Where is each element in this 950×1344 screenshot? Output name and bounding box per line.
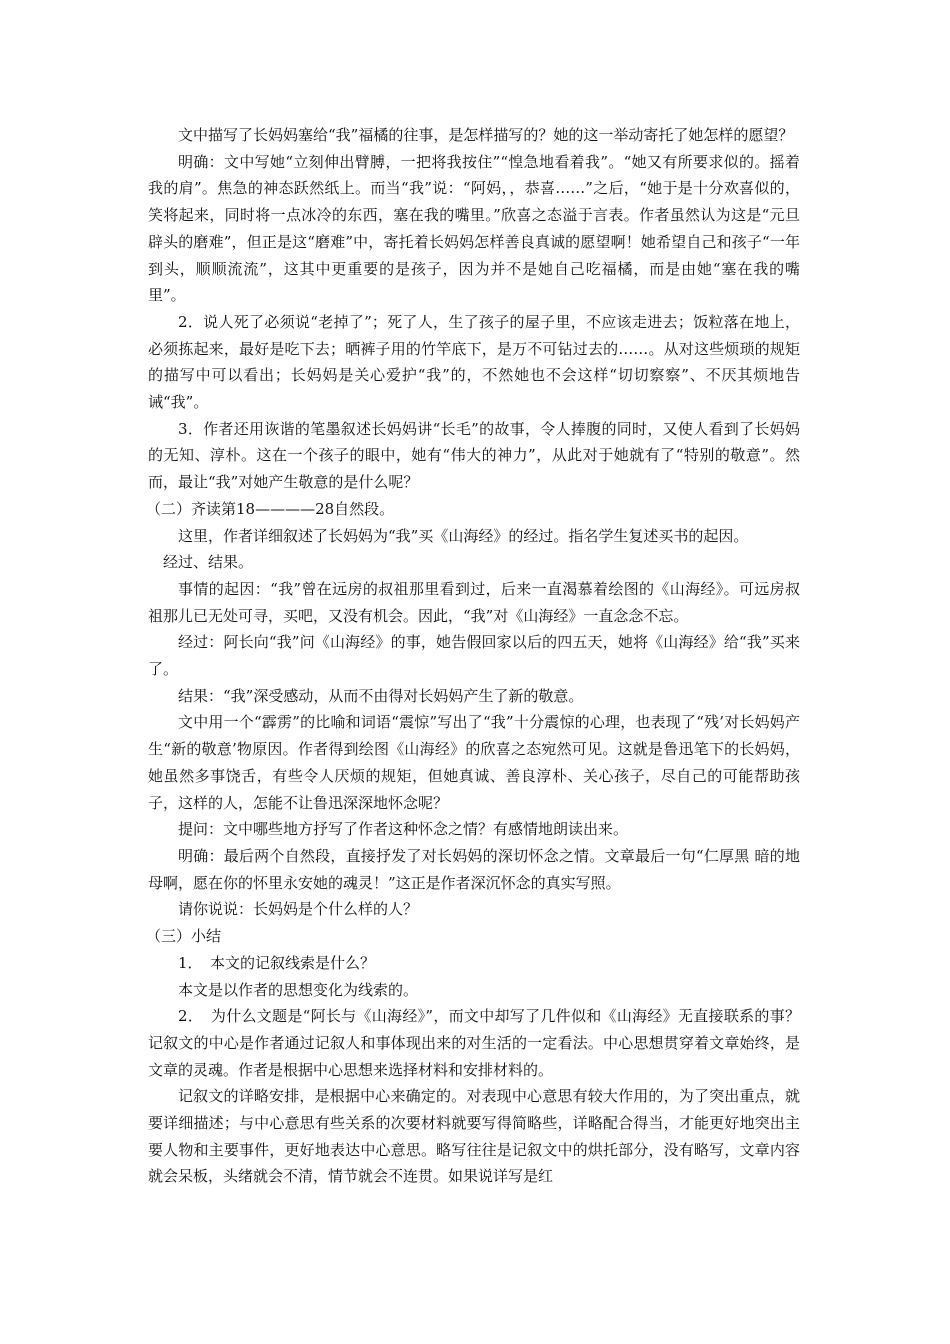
section-heading: （三）小结 <box>146 927 222 946</box>
paragraph: 事情的起因：“我”曾在远房的叔祖那里看到过，后来一直渴慕着绘图的《山海经》。可远房叔祖那儿已无处可寻，买吧，又没有机会。因此，“我”对《山海经》一直念念不忘。 <box>148 579 800 625</box>
paragraph: 提问：文中哪些地方抒写了作者这种怀念之情？有感情地朗读出来。 <box>178 820 629 839</box>
paragraph: 文中用一个“霹雳”的比喻和词语“震惊”写出了“我”十分震惊的心理，也表现了“残’对长妈妈产生“新的敬意’物原因。作者得到绘图《山海经》的欣喜之态宛然可见。这就是鲁迅笔下的长妈妈，她虽然多事饶舌，有些令人厌烦的规矩，但她真诚、善良淳朴、关心孩子，尽自己的可能帮助孩子，这样的人，怎能不让鲁迅深深地怀念呢？ <box>148 713 800 812</box>
paragraph: 3．作者还用诙谐的笔墨叙述长妈妈讲“长毛”的故事，令人捧腹的同时，又使人看到了长妈妈的无知、淳朴。这在一个孩子的眼中，她有“伟大的神力”，从此对于她就有了“特别的敬意”。然而，最让“我”对她产生敬意的是什么呢？ <box>148 419 800 492</box>
paragraph: 记叙文的详略安排，是根据中心来确定的。对表现中心意思有较大作用的，为了突出重点，就要详细描述；与中心意思有些关系的次要材料就要写得简略些，详略配合得当，才能更好地突出主要人物和主要事件，更好地表达中心意思。略写往往是记叙文中的烘托部分，没有略写，文章内容就会呆板，头绪就会不清，情节就会不连贯。如果说详写是红 <box>148 1087 800 1186</box>
paragraph: 经过：阿长向“我”问《山海经》的事，她告假回家以后的四五天，她将《山海经》给“我”买来了。 <box>148 633 800 679</box>
paragraph: 本文是以作者的思想变化为线索的。 <box>178 980 419 999</box>
paragraph: 文中描写了长妈妈塞给“我”福橘的往事，是怎样描写的？她的这一举动寄托了她怎样的愿望？ <box>178 126 794 144</box>
paragraph: 经过、结果。 <box>163 553 254 572</box>
paragraph: 明确：最后两个自然段，直接抒发了对长妈妈的深切怀念之情。文章最后一句“仁厚黑 暗的地母啊，愿在你的怀里永安她的魂灵！”这正是作者深沉怀念的真实写照。 <box>148 846 800 892</box>
document-body <box>148 122 800 1190</box>
paragraph: 2．说人死了必须说“老掉了”；死了人，生了孩子的屋子里，不应该走进去；饭粒落在地上，必须拣起来，最好是吃下去；晒裤子用的竹竿底下，是万不可钻过去的……。从对这些烦琐的规矩的描写中可以看出；长妈妈是关心爱护“我”的，不然她也不会这样“切切察察”、不厌其烦地告诫“我”。 <box>148 312 800 412</box>
paragraph: 这里，作者详细叙述了长妈妈为“我”买《山海经》的经过。指名学生复述买书的起因。 <box>178 526 749 545</box>
paragraph: 请你说说：长妈妈是个什么样的人？ <box>178 900 419 919</box>
section-heading: （二）齐读第18————28自然段。 <box>146 499 395 518</box>
paragraph: 1． 本文的记叙线索是什么？ <box>178 953 376 972</box>
paragraph: 结果：“我”深受感动，从而不由得对长妈妈产生了新的敬意。 <box>178 686 584 705</box>
paragraph: 2． 为什么文题是“阿长与《山海经》”，而文中却写了几件似和《山海经》无直接联系的事？记叙文的中心是作者通过记叙人和事体现出来的对生活的一定看法。中心思想贯穿着文章始终，是文章的灵魂。作者是根据中心思想来选择材料和安排材料的。 <box>148 1007 800 1079</box>
paragraph: 明确：文中写她“立刻伸出臂膊，一把将我按住”“惶急地看着我”。“她又有所要求似的。摇着我的肩”。焦急的神态跃然纸上。而当“我”说：“阿妈，，恭喜……”之后，“她于是十分欢喜似的，笑将起来，同时将一点冰冷的东西，塞在我的嘴里。”欣喜之态溢于言表。作者虽然认为这是“元旦辟头的磨难”，但正是这“磨难”中，寄托着长妈妈怎样善良真诚的愿望啊！她希望自己和孩子“一年到头，顺顺流流”，这其中更重要的是孩子，因为并不是她自己吃福橘，而是由她“塞在我的嘴里”。 <box>148 152 800 305</box>
